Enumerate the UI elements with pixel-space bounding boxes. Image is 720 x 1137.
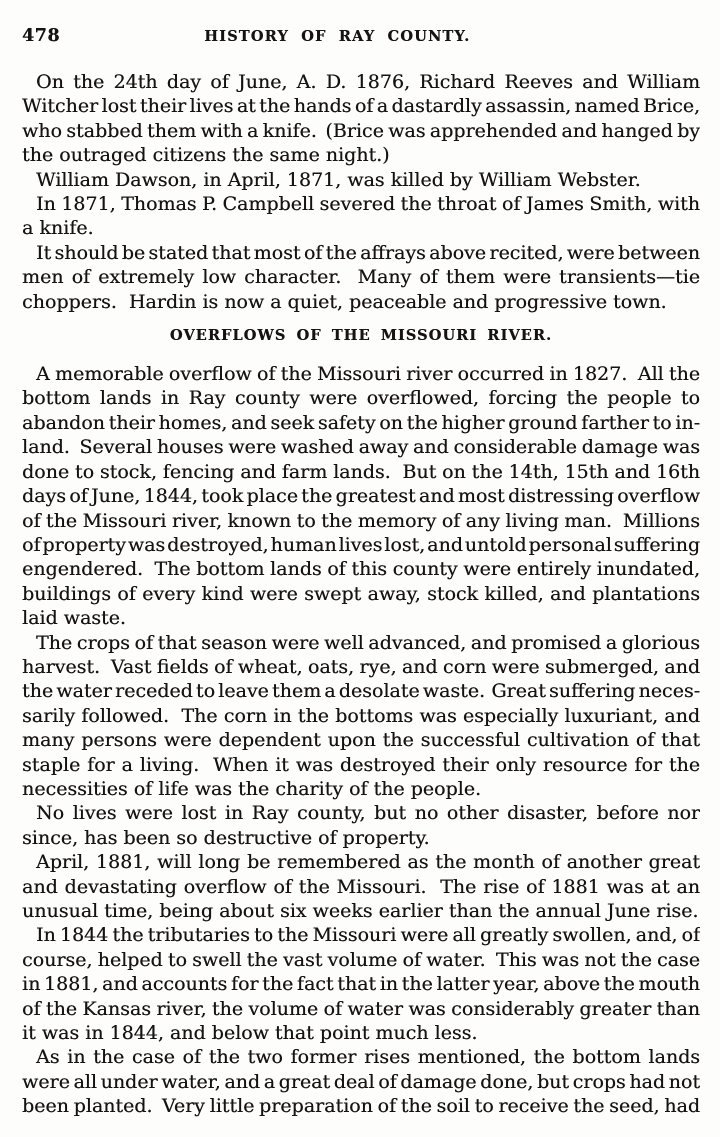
paragraph (22, 801, 700, 850)
paragraph (22, 923, 700, 1045)
paragraph (22, 631, 700, 802)
text-line: As in the case of the two former rises mentioned, the bottom lands (36, 1046, 700, 1069)
text-line: since, has been so destructive of property. (22, 826, 430, 849)
text-line: harvest. Vast fields of wheat, oats, rye, and corn were submerged, and (22, 655, 700, 678)
text-line: On the 24th day of June, A. D. 1876, Richard Reeves and William (36, 71, 700, 93)
paragraph (22, 362, 700, 630)
text-line: course, helped to swell the vast volume of water. This was not the case (22, 948, 700, 971)
paragraph (22, 850, 700, 923)
text-line: It should be stated that most of the affrays above recited, were between (36, 241, 700, 264)
page-number: 478 (22, 26, 61, 46)
paragraph (22, 168, 700, 192)
text-line: in 1881, and accounts for the fact that in the latter year, above the mouth (22, 973, 700, 996)
text-line: were all under water, and a great deal of damage done, but crops had not (22, 1070, 700, 1093)
text-line: the outraged citizens the same night.) (22, 144, 390, 167)
text-line: The crops of that season were well advanced, and promised a glorious (36, 631, 700, 654)
text-line: In 1871, Thomas P. Campbell severed the throat of James Smith, with (36, 193, 700, 216)
text-line: necessities of life was the charity of the people. (22, 777, 482, 800)
paragraph (22, 192, 700, 241)
text-line: choppers. Hardin is now a quiet, peaceable and progressive town. (22, 290, 667, 313)
text-line: bottom lands in Ray county were overflowed, forcing the people to (22, 387, 700, 410)
text-line: A memorable overflow of the Missouri river occurred in 1827. All the (36, 363, 700, 386)
text-line: abandon their homes, and seek safety on the higher ground farther to in- (22, 411, 700, 434)
page-body (22, 70, 700, 1119)
text-line: men of extremely low character. Many of them were transients—tie (22, 266, 700, 289)
text-line: who stabbed them with a knife. (Brice was apprehended and hanged by (22, 119, 700, 142)
text-line: many persons were dependent upon the successful cultivation of that (22, 729, 700, 752)
text-line: of property was destroyed, human lives lost, and untold personal suffering (22, 533, 700, 556)
text-line: buildings of every kind were swept away, stock killed, and plantations (22, 582, 700, 605)
text-line: and devastating overflow of the Missouri. The rise of 1881 was at an (22, 875, 700, 898)
paragraph (22, 70, 700, 168)
text-line: sarily followed. The corn in the bottoms was especially luxuriant, and (22, 704, 700, 727)
text-line: staple for a living. When it was destroyed their only resource for the (22, 753, 700, 776)
text-line: days of June, 1844, took place the greatest and most distressing overflow (22, 485, 700, 508)
text-line: of the Missouri river, known to the memory of any living man. Millions (22, 509, 700, 532)
text-line: done to stock, fencing and farm lands. But on the 14th, 15th and 16th (22, 460, 700, 483)
running-title: HISTORY OF RAY COUNTY. (204, 28, 471, 45)
text-line: the water receded to leave them a desolate waste. Great suffering neces- (22, 680, 700, 703)
text-line: No lives were lost in Ray county, but no other disaster, before nor (36, 802, 700, 825)
text-line: unusual time, being about six weeks earlier than the annual June rise. (22, 900, 699, 922)
text-line: been planted. Very little preparation of the soil to receive the seed, had (22, 1095, 700, 1118)
text-line: In 1844 the tributaries to the Missouri were all greatly swollen, and, of (36, 924, 700, 947)
text-line: land. Several houses were washed away and considerable damage was (22, 436, 700, 459)
page-header (22, 26, 700, 48)
text-line: Witcher lost their lives at the hands of a dastardly assassin, named Brice, (22, 95, 700, 118)
text-line: William Dawson, in April, 1871, was killed by William Webster. (36, 168, 641, 191)
text-line: of the Kansas river, the volume of water was considerably greater than (22, 997, 700, 1020)
section-heading: OVERFLOWS OF THE MISSOURI RIVER. (169, 327, 553, 345)
text-line: engendered. The bottom lands of this county were entirely inundated, (22, 558, 700, 581)
paragraph (22, 241, 700, 314)
text-line: April, 1881, will long be remembered as the month of another great (36, 851, 700, 874)
paragraph (22, 1045, 700, 1118)
text-line: it was in 1844, and below that point much less. (22, 1022, 478, 1045)
text-line: a knife. (22, 217, 94, 240)
text-line: laid waste. (22, 607, 126, 630)
